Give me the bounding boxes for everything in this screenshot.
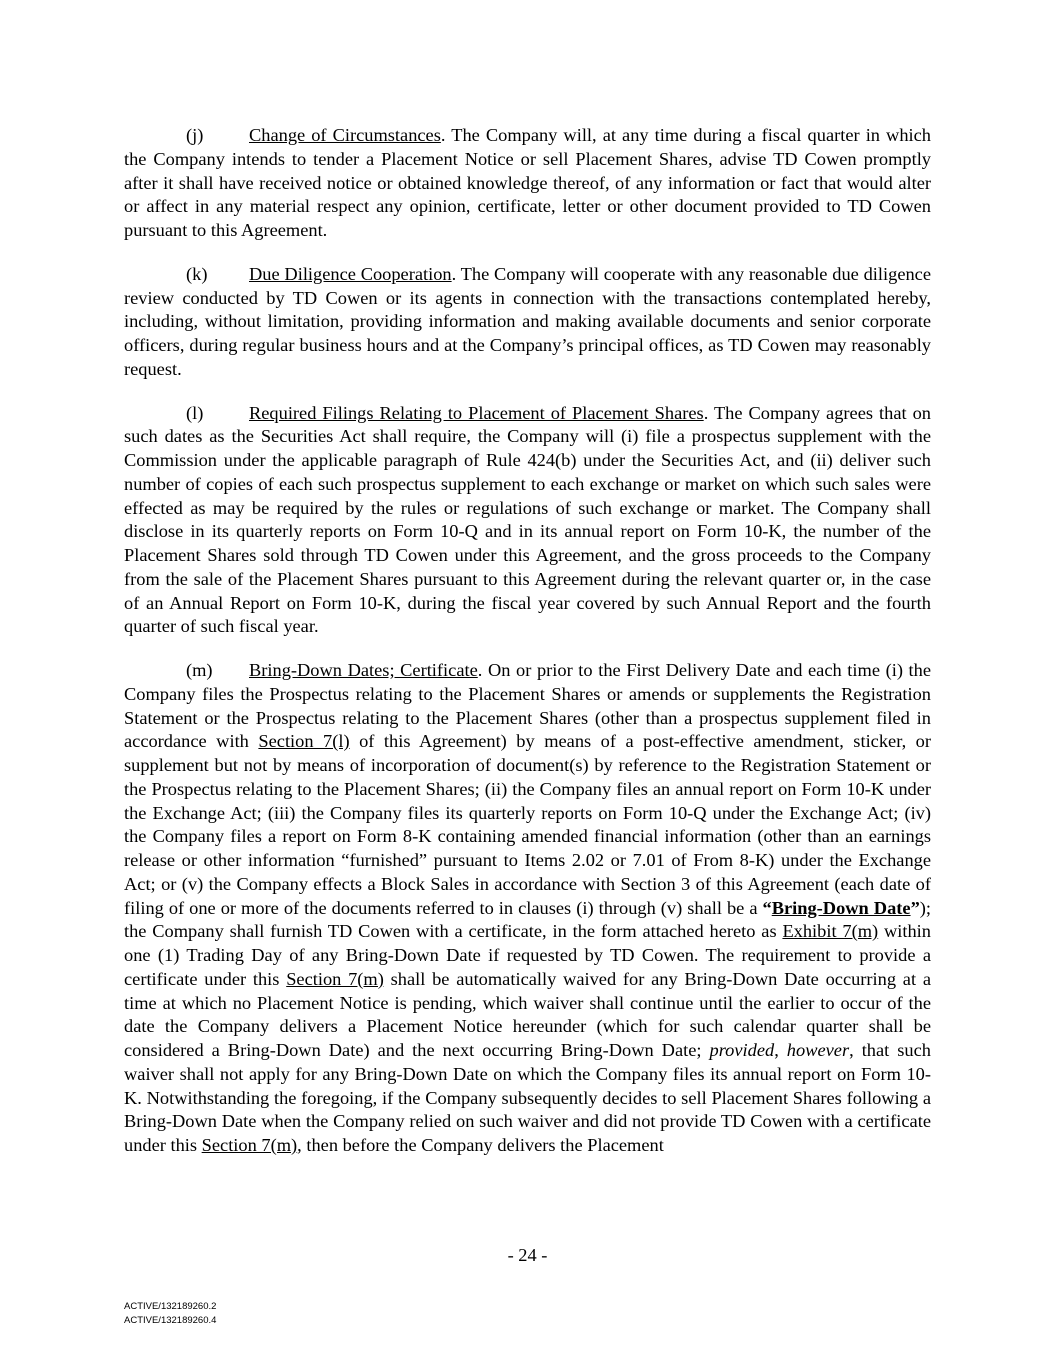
- paragraph-heading: Change of Circumstances: [249, 125, 441, 145]
- footer-doc-id: ACTIVE/132189260.2: [124, 1301, 217, 1312]
- paragraph-text: ,: [774, 1040, 787, 1060]
- paragraph-text: , that such waiver shall not apply for any Bring-Down Date on which the Company files its annual report on Form 10-K. Notwithstanding the foregoing, if the Company subsequently decides to sell Placement Shares following a Bring-Down Date when the Company relied on such waiver and did not provide TD Cowen with a certificate under this: [124, 1040, 931, 1155]
- paragraph-label: (k): [186, 263, 208, 284]
- italic-term: however: [786, 1040, 850, 1060]
- section-reference: Section 7(l): [258, 731, 350, 752]
- paragraph-text: . The Company agrees that on such dates as the Securities Act shall require, the Company will (i) file a prospectus supplement with the Commission under the applicable paragraph of Rule 424(b) under the Securities Act, and (ii) deliver such number of copies of each such prospectus supplement to each exchange or market on which such sales were effected as may be required by the rules or regulations of such exchange or market. The Company shall disclose in its quarterly reports on Form 10-Q and in its annual report on Form 10-K, the number of the Placement Shares sold through TD Cowen under this Agreement, and the gross proceeds to the Company from the sale of the Placement Shares pursuant to this Agreement during the relevant quarter or, in the case of an Annual Report on Form 10-K, during the fiscal year covered by such Annual Report and the fourth quarter of such fiscal year.: [124, 402, 931, 637]
- paragraph-l: [124, 402, 931, 640]
- paragraph-text: shall be automatically waived for any Bring-Down Date occurring at a time at which no Placement Notice is pending, which waiver shall continue until the earlier to occur of the date the Company delivers a Placement Notice hereunder (which for such calendar quarter shall be considered a Bring-Down Date) and the next occurring Bring-Down Date;: [124, 968, 931, 1060]
- paragraph-k: [124, 263, 931, 382]
- paragraph-heading: Due Diligence Cooperation: [249, 263, 452, 284]
- paragraph-heading: Required Filings Relating to Placement of Placement Shares: [249, 402, 704, 423]
- page-number: - 24 -: [507, 1245, 548, 1265]
- paragraph-j: [124, 124, 931, 243]
- footer-doc-id: ACTIVE/132189260.4: [124, 1314, 217, 1326]
- paragraph-label: (m): [186, 660, 213, 680]
- paragraph-text: , then before the Company delivers the Placement: [297, 1135, 664, 1155]
- exhibit-reference: Exhibit 7(m): [782, 921, 879, 942]
- document-body: [124, 124, 931, 1178]
- paragraph-text: within one (1) Trading Day of any Bring-Down Date if requested by TD Cowen. The requirement to provide a certificate under this: [124, 921, 931, 989]
- paragraph-m: [124, 659, 931, 1158]
- paragraph-text: . The Company will cooperate with any reasonable due diligence review conducted by TD Cowen or its agents in connection with the transactions contemplated hereby, including, without limitation, providing information and making available documents and senior corporate officers, during regular business hours and at the Company’s principal offices, as TD Cowen may reasonably request.: [124, 263, 932, 379]
- quote-mark: “: [762, 897, 772, 918]
- section-reference: Section 7(m): [286, 968, 384, 989]
- italic-term: provided: [709, 1040, 775, 1060]
- defined-term: Bring-Down Date: [771, 897, 911, 918]
- paragraph-text: ); the Company shall furnish TD Cowen with a certificate, in the form attached hereto as: [124, 897, 931, 942]
- paragraph-text: . The Company will, at any time during a fiscal quarter in which the Company intends to tender a Placement Notice or sell Placement Shares, advise TD Cowen promptly after it shall have received notice or obtained knowledge thereof, of any information or fact that would alter or affect in any material respect any opinion, certificate, letter or other document provided to TD Cowen pursuant to this Agreement.: [124, 125, 931, 240]
- paragraph-label: (l): [186, 402, 204, 423]
- paragraph-heading: Bring-Down Dates; Certificate: [249, 660, 478, 680]
- paragraph-text: . On or prior to the First Delivery Date and each time (i) the Company files the Prospectus relating to the Placement Shares or amends or supplements the Registration Statement or the Prospectus relating to the Placement Shares (other than a prospectus supplement filed in accordance with: [124, 660, 932, 752]
- paragraph-label: (j): [186, 125, 204, 145]
- paragraph-text: of this Agreement) by means of a post-effective amendment, sticker, or supplement but not by means of incorporation of document(s) by reference to the Registration Statement or the Prospectus relating to the Placement Shares; (ii) the Company files an annual report on Form 10-K under the Exchange Act; (iii) the Company files its quarterly reports on Form 10-Q under the Exchange Act; (iv) the Company files a report on Form 8-K containing amended financial information (other than an earnings release or other information “furnished” pursuant to Items 2.02 or 7.01 of From 8-K) under the Exchange Act; or (v) the Company effects a Block Sales in accordance with Section 3 of this Agreement (each date of filing of one or more of the documents referred to in clauses (i) through (v) shall be a: [124, 731, 931, 918]
- document-footer: [124, 1300, 216, 1327]
- section-reference: Section 7(m): [201, 1135, 298, 1155]
- quote-mark: ”: [910, 897, 920, 918]
